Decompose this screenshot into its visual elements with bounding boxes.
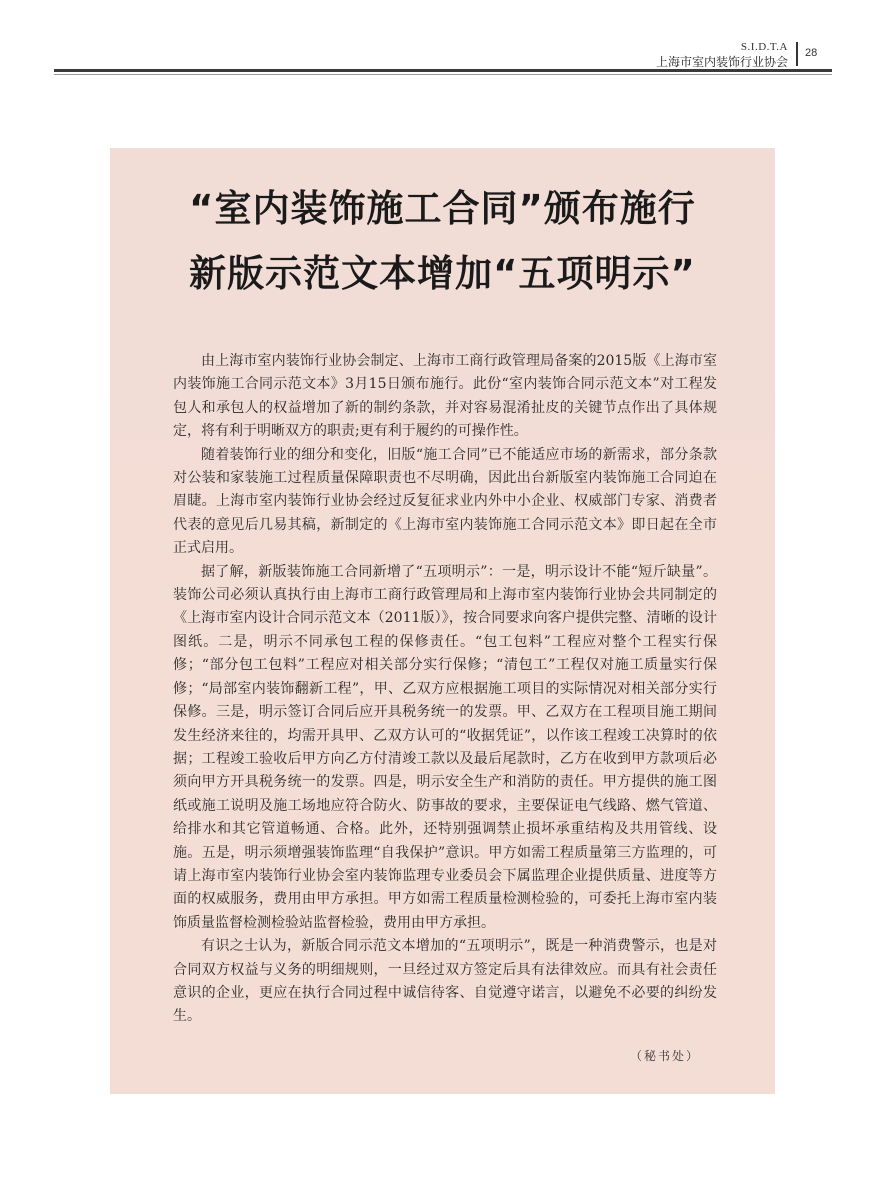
article-signature: （秘书处） <box>630 1049 701 1063</box>
page-number: 28 <box>805 47 818 59</box>
paragraph-4: 有识之士认为，新版合同示范文本增加的“五项明示”，既是一种消费警示，也是对合同双方权益与义务的明细规则，一旦经过双方签定后具有法律效应。而具有社会责任意识的企业，更应在执行合同过程中诚信待客、自觉遵守诺言，以避免不必要的纠纷发生。 <box>173 938 717 1025</box>
header-rule-thin <box>54 74 832 75</box>
paragraph-3: 据了解，新版装饰施工合同新增了“五项明示”：一是，明示设计不能“短斤缺量”。装饰公司必须认真执行由上海市工商行政管理局和上海市室内装饰行业协会共同制定的《上海市室内设计合同示范文本（2011版）》，按合同要求向客户提供完整、清晰的设计图纸。二是，明示不同承包工程的保修责任。“包工包料”工程应对整个工程实行保修；“部分包工包料”工程应对相关部分实行保修；“清包工”工程仅对施工质量实行保修；“局部室内装饰翻新工程”，甲、乙双方应根据施工项目的实际情况对相关部分实行保修。三是，明示签订合同后应开具税务统一的发票。甲、乙双方在工程项目施工期间发生经济来往的，均需开具甲、乙双方认可的“收据凭证”，以作该工程竣工决算时的依据；工程竣工验收后甲方向乙方付清竣工款以及最后尾款时，乙方在收到甲方款项后必须向甲方开具税务统一的发票。四是，明示安全生产和消防的责任。甲方提供的施工图纸或施工说明及施工场地应符合防火、防事故的要求，主要保证电气线路、燃气管道、给排水和其它管道畅通、合格。此外，还特别强调禁止损坏承重结构及共用管线、设施。五是，明示须增强装饰监理“自我保护”意识。甲方如需工程质量第三方监理的，可请上海市室内装饰行业协会室内装饰监理专业委员会下属监理企业提供质量、进度等方面的权威服务，费用由甲方承担。甲方如需工程质量检测检验的，可委托上海市室内装饰质量监督检测检验站监督检验，费用由甲方承担。 <box>173 563 717 931</box>
header-rule <box>54 69 832 72</box>
header-abbreviation: S.I.D.T.A <box>740 41 788 53</box>
article-title-line2: 新版示范文本增加“五项明示” <box>189 252 696 295</box>
article-title-line1: “室内装饰施工合同”颁布施行 <box>189 187 696 230</box>
paragraph-2: 随着装饰行业的细分和变化，旧版“施工合同”已不能适应市场的新需求，部分条款对公装和家装施工过程质量保障职责也不尽明确，因此出台新版室内装饰施工合同迫在眉睫。上海市室内装饰行业协会经过反复征求业内外中小企业、权威部门专家、消费者代表的意见后几易其稿，新制定的《上海市室内装饰施工合同示范文本》即日起在全市正式启用。 <box>173 446 717 557</box>
header-separator <box>796 42 798 66</box>
article-body <box>173 350 717 1029</box>
header-organization: 上海市室内装饰行业协会 <box>655 55 788 69</box>
paragraph-1: 由上海市室内装饰行业协会制定、上海市工商行政管理局备案的2015版《上海市室内装饰施工合同示范文本》3月15日颁布施行。此份“室内装饰合同示范文本”对工程发包人和承包人的权益增加了新的制约条款，并对容易混淆扯皮的关键节点作出了具体规定，将有利于明晰双方的职责;更有利于履约的可操作性。 <box>173 353 717 440</box>
